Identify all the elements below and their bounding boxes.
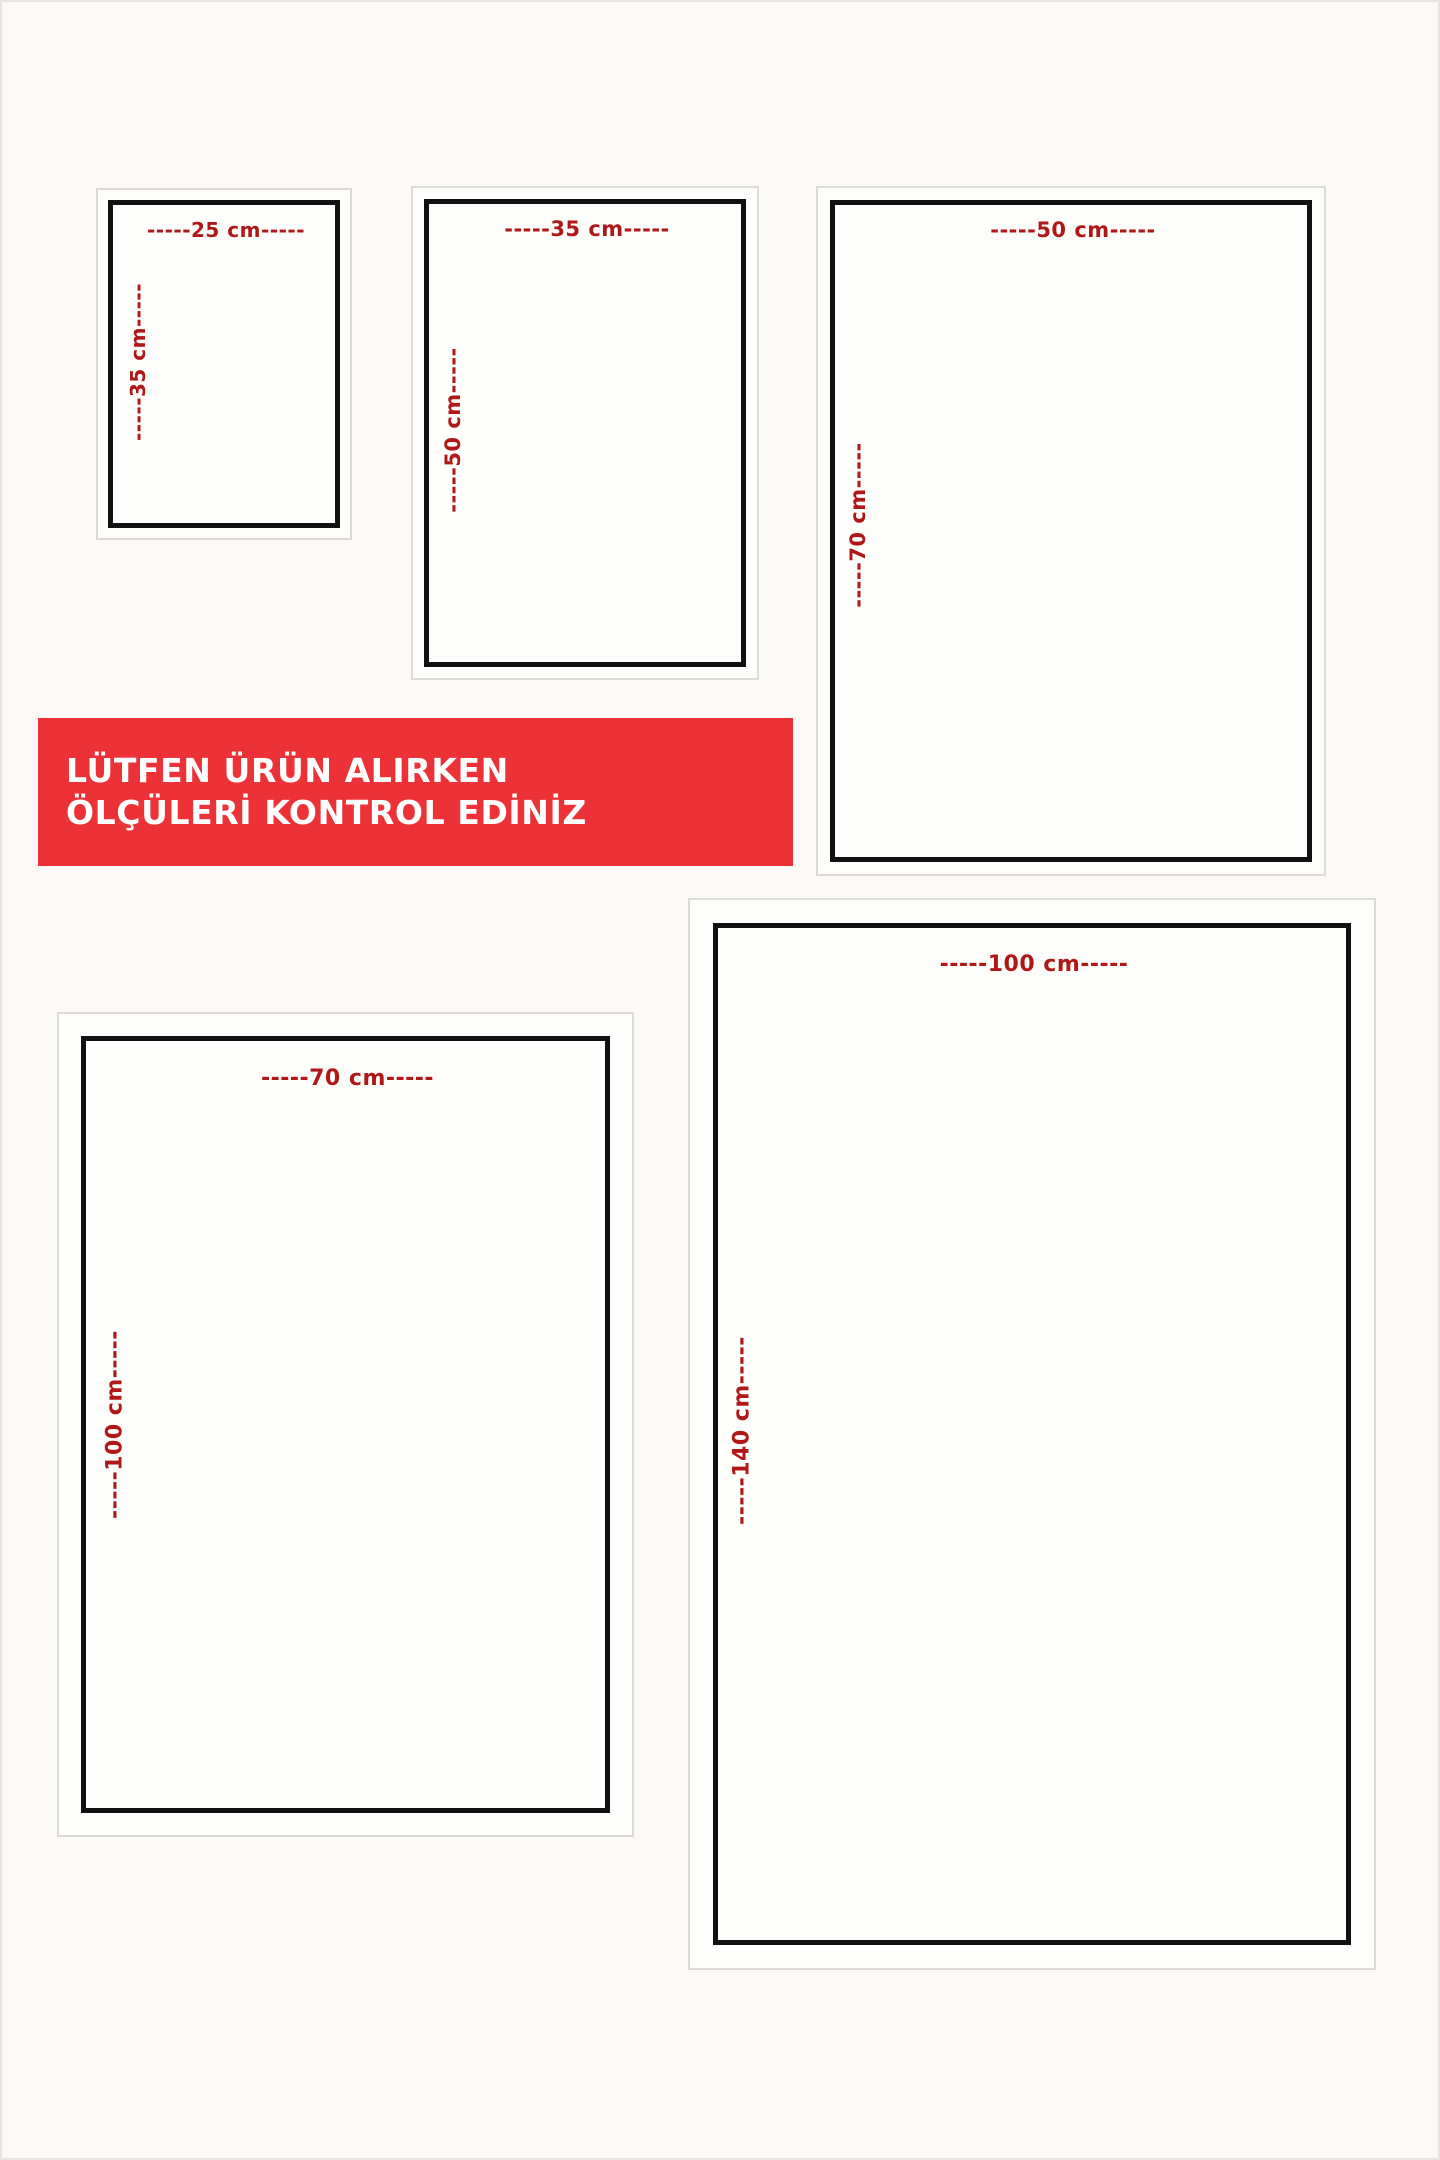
frame-100x140-height-label: -----140 cm----- <box>729 1336 755 1525</box>
frame-35x50-height-label: -----50 cm----- <box>441 347 465 513</box>
frame-50x70-width-label: -----50 cm----- <box>990 218 1156 242</box>
frame-25x35 <box>96 188 352 540</box>
frame-100x140-inner <box>713 923 1351 1945</box>
frame-100x140-width-label: -----100 cm----- <box>939 952 1129 977</box>
frame-35x50-width-label: -----35 cm----- <box>504 217 670 241</box>
frame-35x50-inner <box>424 199 746 667</box>
frame-70x100 <box>57 1012 634 1837</box>
frame-50x70-inner <box>830 200 1312 862</box>
frame-35x50 <box>411 186 759 680</box>
frame-50x70 <box>816 186 1326 876</box>
size-warning-banner <box>38 718 793 866</box>
frame-100x140 <box>688 898 1376 1970</box>
frame-25x35-height-label: -----35 cm----- <box>126 283 150 441</box>
frame-70x100-width-label: -----70 cm----- <box>260 1066 435 1091</box>
frame-70x100-inner <box>81 1036 610 1813</box>
banner-line-2: ÖLÇÜLERİ KONTROL EDİNİZ <box>66 793 587 832</box>
frame-70x100-height-label: -----100 cm----- <box>102 1330 128 1519</box>
banner-line-1: LÜTFEN ÜRÜN ALIRKEN <box>66 750 509 790</box>
frame-25x35-width-label: -----25 cm----- <box>147 218 305 242</box>
frame-50x70-height-label: -----70 cm----- <box>846 442 870 608</box>
